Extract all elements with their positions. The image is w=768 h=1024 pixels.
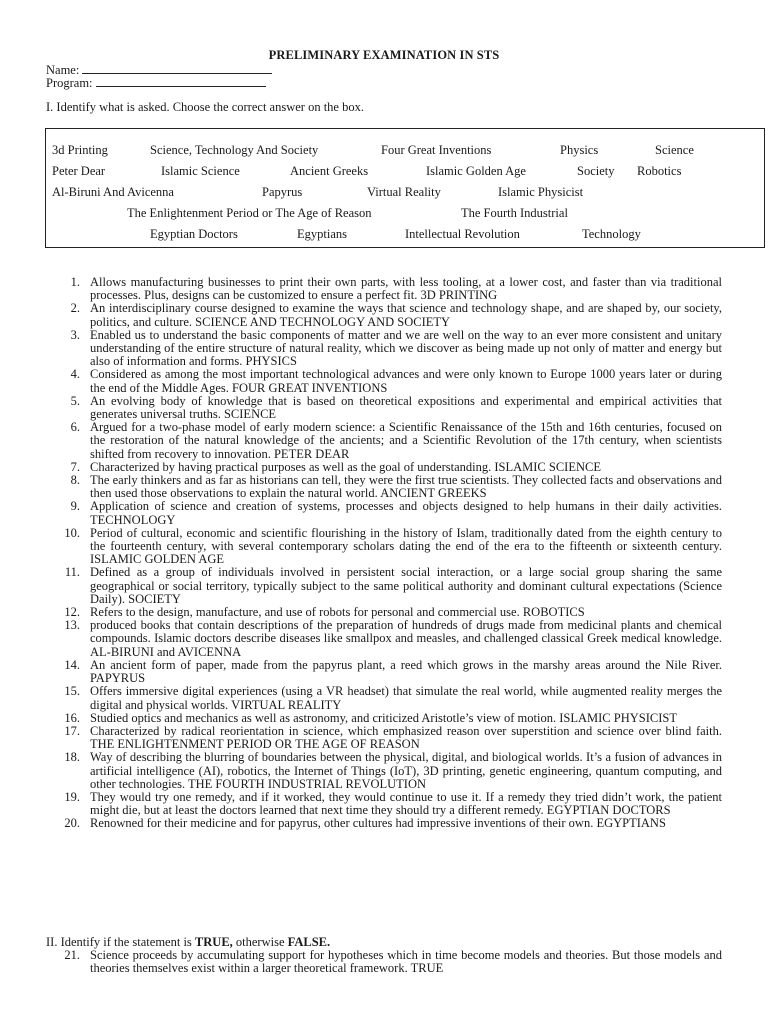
question-number: 4.: [70, 367, 80, 382]
answer-choice: Society: [577, 164, 615, 178]
question-number: 1.: [70, 275, 80, 289]
question-number: 19.: [64, 789, 80, 804]
question-text: Characterized by radical reorientation in science, which emphasized reason over superstition and science over blind faith. THE ENLIGHTENMENT PERIOD OR THE AGE OF REASON: [90, 723, 722, 752]
question-item: [46, 817, 722, 830]
question-text: They would try one remedy, and if it worked, they would continue to use it. If a remedy they tried didn’t work, the patient might die, but at least the doctors learned that next time they should try a different remedy. EGYPTIAN DOCTORS: [90, 789, 722, 818]
question-item: [46, 276, 722, 302]
answer-choice: Islamic Science: [161, 164, 240, 178]
section-2-prefix: II. Identify if the statement is: [46, 935, 195, 949]
answer-choice: Al-Biruni And Avicenna: [52, 185, 174, 199]
section-2-true-word: TRUE,: [194, 935, 233, 949]
question-item: [46, 619, 722, 659]
question-text: Enabled us to understand the basic components of matter and we are well on the way to an ever more consistent and unitary understanding of the entire structure of natural reality, which we discover as being made up not only of matter and energy but also of information and forms. PHYSICS: [90, 327, 722, 369]
question-number: 7.: [70, 459, 80, 474]
question-number: 11.: [64, 565, 80, 580]
question-text: Defined as a group of individuals involved in persistent social interaction, or a large social group sharing the same geographical or social territory, typically subject to the same political authority and dominant cultural expectations (Science Daily). SOCIETY: [90, 565, 722, 606]
exam-title: PRELIMINARY EXAMINATION IN STS: [268, 48, 500, 62]
question-item: [46, 566, 722, 606]
question-text: Considered as among the most important technological advances and were only known to Europe 1000 years later or during the end of the Middle Ages. FOUR GREAT INVENTIONS: [90, 367, 722, 395]
question-item: [46, 527, 722, 567]
answer-choice: Physics: [560, 143, 599, 157]
question-text: Application of science and creation of systems, processes and objects designed to help humans in their daily activities. TECHNOLOGY: [90, 499, 722, 527]
answer-choice: Egyptians: [297, 227, 347, 241]
answer-choice: Science, Technology And Society: [150, 143, 319, 157]
answer-choice: The Fourth Industrial: [461, 206, 568, 220]
question-number: 16.: [64, 710, 80, 725]
question-item: [46, 791, 722, 817]
question-number: 8.: [70, 473, 80, 488]
section-1-instructions: I. Identify what is asked. Choose the correct answer on the box.: [46, 100, 364, 114]
question-item: [46, 474, 722, 500]
answer-choice: Islamic Physicist: [498, 185, 584, 199]
answer-choice: Peter Dear: [52, 164, 106, 178]
program-blank-line[interactable]: [96, 75, 266, 87]
question-list-1: [46, 276, 722, 831]
question-number: 20.: [64, 816, 80, 831]
program-field: [46, 75, 266, 91]
question-text: Allows manufacturing businesses to print their own parts, with less tooling, at a lower cost, and faster than via traditional processes. Plus, designs can be customized to ensure a perfect fit. 3D PRINTING: [90, 275, 722, 303]
question-text: produced books that contain descriptions of the preparation of hundreds of drugs made from medicinal plants and chemical compounds. Islamic doctors describe diseases like smallpox and measles, and challenged classical Greek medical knowledge. AL-BIRUNI and AVICENNA: [90, 618, 722, 659]
answer-choice: 3d Printing: [52, 143, 108, 157]
question-number: 18.: [64, 750, 80, 765]
section-2-middle: otherwise: [232, 935, 288, 949]
question-text: Refers to the design, manufacture, and use of robots for personal and commercial use. ROBOTICS: [90, 605, 585, 620]
question-item: [46, 421, 722, 461]
question-item: [46, 395, 722, 421]
question-text: Studied optics and mechanics as well as astronomy, and criticized Aristotle’s view of motion. ISLAMIC PHYSICIST: [90, 710, 677, 725]
question-item: [46, 751, 722, 791]
question-item: [46, 368, 722, 394]
question-text: Offers immersive digital experiences (using a VR headset) that simulate the real world, while augmented reality merges the digital and physical worlds. VIRTUAL REALITY: [90, 684, 722, 712]
question-item: [46, 302, 722, 328]
answer-choice: Intellectual Revolution: [405, 227, 520, 241]
question-number: 3.: [70, 327, 80, 342]
question-text: Period of cultural, economic and scientific flourishing in the history of Islam, traditionally dated from the eighth century to the fourteenth century, with several contemporary scholars dating the end of the era to the fifteenth or sixteenth century. ISLAMIC GOLDEN AGE: [90, 525, 722, 567]
question-text: Renowned for their medicine and for papyrus, other cultures had impressive inventions of their own. EGYPTIANS: [90, 816, 666, 831]
question-number: 13.: [64, 618, 80, 633]
question-text: Argued for a two-phase model of early modern science: a Scientific Renaissance of the 15th and 16th centuries, focused on the restoration of the natural knowledge of the ancients; and a Scientific Revolution of the 17th century, when scientists shifted from recovery to innovation. PETER DEAR: [90, 420, 722, 461]
question-item: [46, 659, 722, 685]
question-number: 9.: [70, 499, 80, 514]
question-text: Science proceeds by accumulating support for hypotheses which in time become models and theories. But those models and theories themselves exist within a larger theoretical framework. TRUE: [90, 948, 722, 976]
question-item: [46, 725, 722, 751]
answer-choice: Virtual Reality: [367, 185, 441, 199]
answer-choice: Four Great Inventions: [381, 143, 492, 157]
question-text: Characterized by having practical purposes as well as the goal of understanding. ISLAMIC SCIENCE: [90, 459, 601, 474]
question-number: 14.: [64, 657, 80, 672]
answer-choice: Egyptian Doctors: [150, 227, 238, 241]
question-number: 15.: [64, 684, 80, 699]
question-text: The early thinkers and as far as historians can tell, they were the first true scientists. They collected facts and observations and then used those observations to explain the natural world. ANCIENT GREEKS: [90, 473, 722, 501]
question-number: 5.: [70, 393, 80, 408]
question-number: 2.: [70, 301, 80, 316]
answer-choice: Ancient Greeks: [290, 164, 369, 178]
question-item: [46, 329, 722, 369]
program-label: Program:: [46, 76, 93, 90]
question-item: [46, 949, 722, 975]
section-2-false-word: FALSE.: [287, 935, 331, 949]
question-text: An interdisciplinary course designed to examine the ways that science and technology shape, and are shaped by, our society, politics, and culture. SCIENCE AND TECHNOLOGY AND SOCIETY: [90, 301, 722, 329]
question-number: 12.: [64, 605, 80, 620]
question-number: 6.: [70, 420, 80, 435]
question-number: 17.: [64, 723, 80, 738]
question-text: An evolving body of knowledge that is based on theoretical expositions and experimental and empirical activities that generates universal truths. SCIENCE: [90, 393, 722, 422]
question-text: Way of describing the blurring of boundaries between the physical, digital, and biological worlds. It’s a fusion of advances in artificial intelligence (AI), robotics, the Internet of Things (IoT), 3D printing, genetic engineering, quantum computing, and other technologies. THE FOURTH INDUSTRIAL REVOLUTION: [90, 750, 722, 791]
question-list-2: [46, 949, 722, 975]
question-text: An ancient form of paper, made from the papyrus plant, a reed which grows in the marshy areas around the Nile River. PAPYRUS: [90, 657, 722, 686]
question-item: [46, 685, 722, 711]
answer-choice: Technology: [582, 227, 641, 241]
answer-choice: Robotics: [637, 164, 682, 178]
question-item: [46, 500, 722, 526]
answer-choice: The Enlightenment Period or The Age of Reason: [127, 206, 372, 220]
answer-box: [45, 128, 765, 248]
question-number: 10.: [64, 525, 80, 540]
name-blank-line[interactable]: [82, 62, 272, 74]
answer-choice: Science: [655, 143, 694, 157]
name-label: Name:: [46, 63, 80, 77]
answer-choice: Papyrus: [262, 185, 303, 199]
question-number: 21.: [64, 948, 80, 962]
answer-choice: Islamic Golden Age: [426, 164, 526, 178]
